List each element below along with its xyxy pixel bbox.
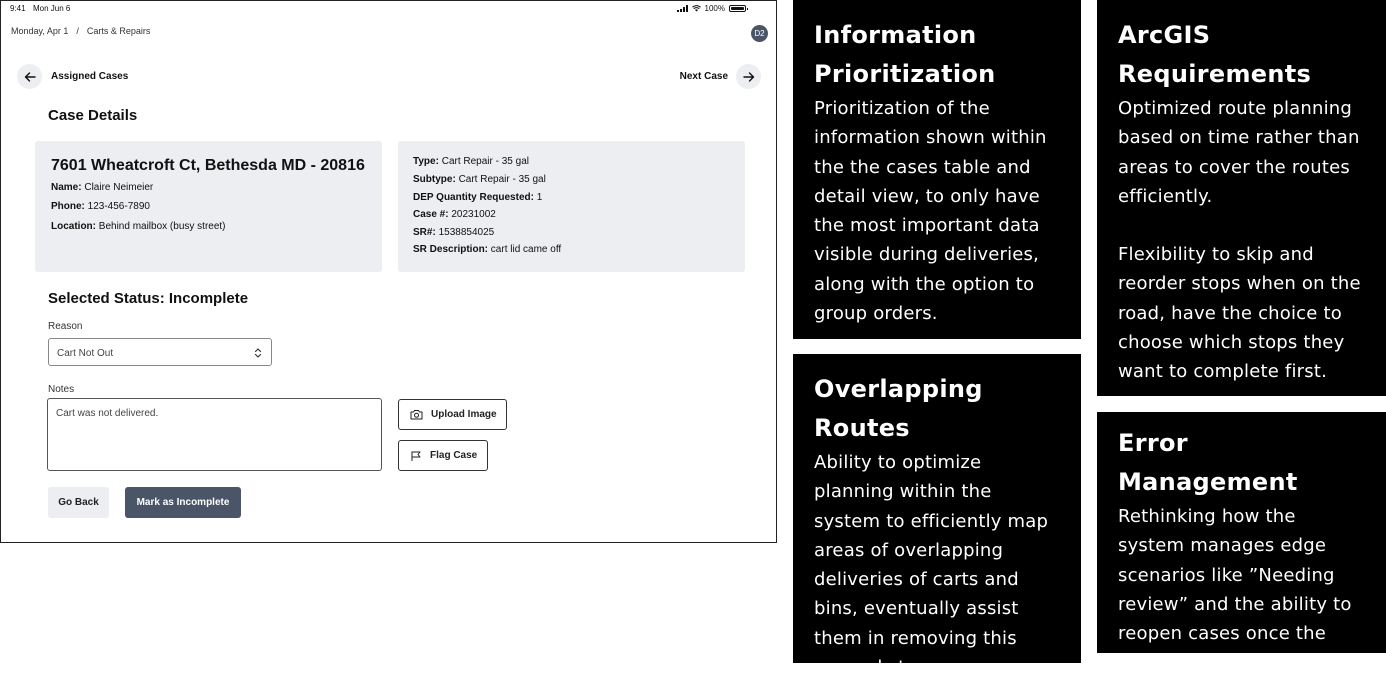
flag-icon (410, 450, 422, 462)
flag-case-button[interactable] (398, 440, 488, 471)
breadcrumb-separator: / (76, 26, 79, 36)
notes-textarea[interactable]: Cart was not delivered. (47, 398, 382, 471)
mark-incomplete-button[interactable]: Mark as Incomplete (125, 487, 241, 518)
info-label: DEP Quantity Requested: (413, 192, 534, 203)
contact-value: 123-456-7890 (87, 201, 150, 212)
contact-value: Claire Neimeier (84, 182, 154, 193)
info-value: 20231002 (451, 209, 496, 220)
panel-overlapping-routes (793, 354, 1081, 679)
back-label[interactable]: Assigned Cases (51, 71, 129, 82)
info-label: SR#: (413, 227, 436, 238)
page-title: Case Details (48, 107, 138, 124)
panel-title-line: Information (814, 21, 977, 49)
next-case-button[interactable] (680, 64, 761, 89)
panel-title-line: Requirements (1118, 60, 1312, 88)
status-bar (1, 1, 776, 15)
info-row (413, 244, 561, 255)
upload-image-label: Upload Image (431, 409, 497, 420)
info-row (413, 209, 496, 220)
contact-row (51, 182, 153, 193)
chevron-up-down-icon (254, 347, 262, 359)
panel-text: Flexibility to skip and reorder stops when on the road, have the choice to choose which stops they want to complete first. (1118, 244, 1361, 383)
cellular-signal-icon (677, 5, 688, 12)
contact-row (51, 221, 226, 232)
info-label: Subtype: (413, 174, 456, 185)
panel-title (814, 370, 1061, 448)
panel-arcgis-requirements (1097, 0, 1386, 396)
panel-title (1118, 424, 1366, 502)
arrow-right-icon (743, 71, 755, 83)
tablet-screen (0, 0, 777, 543)
back-arrow-button[interactable] (17, 64, 42, 89)
contact-value: Behind mailbox (busy street) (98, 221, 226, 232)
avatar[interactable]: D2 (751, 25, 768, 42)
camera-icon (410, 409, 423, 420)
wifi-icon (692, 5, 701, 12)
breadcrumb-section[interactable]: Carts & Repairs (86, 26, 151, 36)
status-time: 9:41 (10, 4, 26, 13)
info-label: Type: (413, 156, 439, 167)
panel-title-line: Prioritization (814, 60, 996, 88)
info-value: Cart Repair - 35 gal (441, 156, 529, 167)
panel-title (1118, 16, 1366, 94)
battery-percent: 100% (704, 4, 725, 13)
reason-selected-value: Cart Not Out (57, 348, 114, 359)
assigned-cases-back-button[interactable] (17, 64, 128, 89)
info-label: SR Description: (413, 244, 489, 255)
reason-label: Reason (48, 321, 83, 332)
panel-information-prioritization (793, 0, 1081, 339)
case-info-card (398, 141, 745, 272)
info-value: cart lid came off (490, 244, 562, 255)
breadcrumb (11, 26, 150, 36)
panel-error-management (1097, 412, 1386, 674)
contact-card (35, 141, 382, 272)
panel-title (814, 16, 1061, 94)
info-label: Case #: (413, 209, 449, 220)
battery-icon (729, 5, 746, 12)
contact-row (51, 201, 150, 212)
notes-label: Notes (48, 384, 75, 395)
info-row (413, 227, 494, 238)
flag-case-label: Flag Case (430, 450, 478, 461)
info-value: Cart Repair - 35 gal (458, 174, 546, 185)
next-label[interactable]: Next Case (679, 71, 728, 82)
panel-text: Rethinking how the system manages edge scenarios like ”Needing review” and the ability to reopen cases once the order has been closed. (1118, 506, 1352, 674)
case-address: 7601 Wheatcroft Ct, Bethesda MD - 20816 (51, 157, 365, 174)
contact-label: Location: (51, 221, 96, 232)
panel-text: Optimized route planning based on time rather than areas to cover the routes efficiently. (1118, 98, 1360, 207)
contact-label: Name: (51, 182, 82, 193)
info-row (413, 174, 546, 185)
contact-label: Phone: (51, 201, 85, 212)
panel-title-line: Routes (814, 414, 910, 442)
next-arrow-button[interactable] (736, 64, 761, 89)
info-row (413, 156, 529, 167)
info-row (413, 192, 542, 203)
reason-select[interactable] (48, 338, 272, 366)
upload-image-button[interactable] (398, 399, 507, 430)
status-date: Mon Jun 6 (33, 4, 71, 13)
panel-title-line: Error Management (1118, 429, 1298, 496)
selected-status-title: Selected Status: Incomplete (48, 290, 249, 307)
panel-title-line: ArcGIS (1118, 21, 1211, 49)
breadcrumb-date[interactable]: Monday, Apr 1 (11, 26, 69, 36)
info-value: 1 (536, 192, 543, 203)
panel-title-line: Overlapping (814, 375, 983, 403)
info-value: 1538854025 (438, 227, 495, 238)
panel-text: Prioritization of the information shown within the the cases table and detail view, to only have the most important data visible during deliveries, along with the option to group orders. (814, 98, 1047, 325)
status-indicators (677, 4, 746, 13)
go-back-button[interactable]: Go Back (48, 487, 109, 518)
arrow-left-icon (24, 71, 36, 83)
panel-text: Ability to optimize planning within the system to efficiently map areas of overlapping deliveries of carts and bins, eventually assist them in removing this manual step. (814, 452, 1049, 679)
